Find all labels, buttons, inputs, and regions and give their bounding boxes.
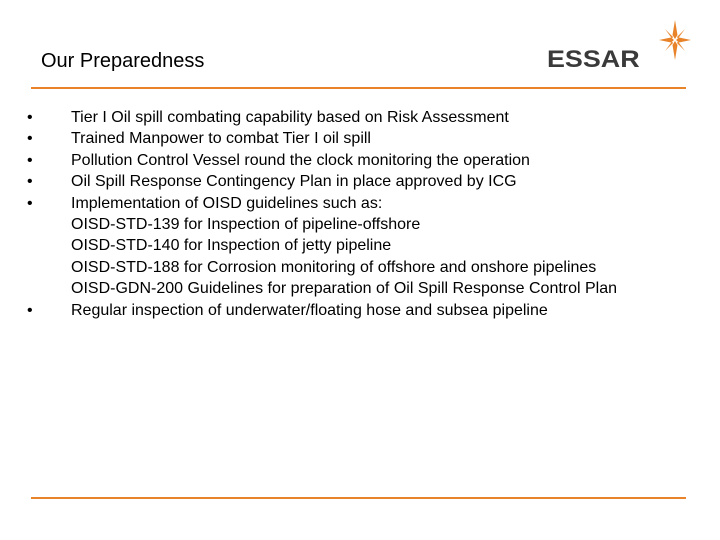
list-item	[27, 300, 687, 321]
bullet-text: Tier I Oil spill combating capability based on Risk Assessment	[71, 109, 509, 126]
list-item	[27, 128, 687, 149]
list-item	[27, 107, 687, 128]
sub-item: OISD-STD-139 for Inspection of pipeline-offshore	[71, 216, 421, 234]
sub-item: OISD-STD-140 for Inspection of jetty pipeline	[71, 237, 392, 255]
list-item	[27, 150, 687, 171]
bullet-dot: •	[27, 173, 33, 191]
bullet-text: Regular inspection of underwater/floating hose and subsea pipeline	[71, 301, 548, 319]
bullet-text: Trained Manpower to combat Tier I oil spill	[71, 130, 371, 148]
top-divider	[31, 87, 686, 89]
list-item	[27, 171, 687, 192]
slide-title: Our Preparedness	[41, 50, 205, 72]
bullet-text: Pollution Control Vessel round the clock monitoring the operation	[71, 151, 530, 169]
sub-item: OISD-STD-188 for Corrosion monitoring of offshore and onshore pipelines	[71, 258, 597, 276]
sub-item: OISD-GDN-200 Guidelines for preparation of Oil Spill Response Control Plan	[71, 280, 618, 298]
bullet-list	[27, 107, 687, 321]
bullet-dot: •	[27, 151, 33, 169]
bullet-dot: •	[27, 130, 33, 148]
bullet-dot: •	[27, 301, 33, 319]
bullet-text: Oil Spill Response Contingency Plan in place approved by ICG	[71, 173, 517, 191]
bullet-text: Implementation of OISD guidelines such as:	[71, 194, 383, 212]
starburst-icon	[659, 20, 691, 60]
list-item	[27, 193, 687, 214]
essar-logo	[547, 18, 692, 74]
bullet-dot: •	[27, 109, 33, 126]
bullet-dot: •	[27, 194, 33, 212]
logo-wordmark: ESSAR	[547, 46, 640, 73]
bottom-divider	[31, 497, 686, 499]
